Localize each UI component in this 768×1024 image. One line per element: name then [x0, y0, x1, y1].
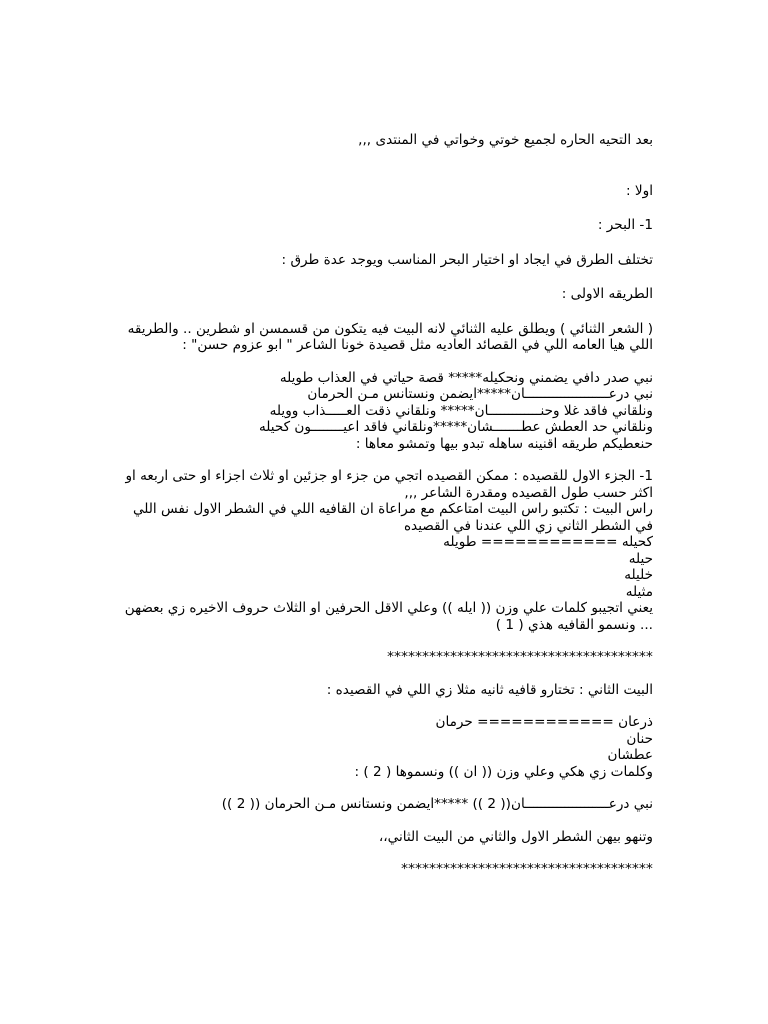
first-heading: اولا : — [626, 182, 653, 199]
separator-line: ************************************ — [401, 861, 653, 877]
rhyme-line: ذرعان ============ حرمان — [435, 714, 653, 730]
rhyme1-note: يعني اتجيبو كلمات علي وزن (( ايله )) وعلي الاقل الحرفين او الثلاث حروف الاخيره زي بعضهن ... ونسمو القافيه هذي ( 1 ) — [120, 600, 653, 633]
rhyme-line: خليله — [624, 567, 653, 583]
poem-line: حنعطيكم طريقه اقنينه ساهله تبدو بيها وتمشو معاها : — [355, 435, 653, 452]
rhyme-line: حيله — [628, 550, 653, 567]
poem-line: نبي صدر دافي يضمني ونحكيله***** قصة حياتي في العذاب طويله — [279, 369, 653, 386]
rhyme-line: عطشان — [607, 747, 653, 763]
part1-head: راس البيت : تكتبو راس البيت امتاعكم مع مراعاة ان القافيه اللي في الشطر الاول نفس اللي في الشطر الثاني زي اللي عندنا في القصيده — [128, 501, 653, 534]
method1-title: الطريقه الاولى : — [561, 286, 653, 302]
poem-line: نبي درعـــــــــــــــــــــان*****ايضمن ونستانس مـن الحرمان — [307, 386, 653, 402]
sea-heading: 1- البحر : — [597, 217, 653, 233]
poem-line: ونلقاني حد العطش عطـــــــشان*****ونلقاني فاقد اعيــــــــون كحيله — [258, 419, 653, 435]
rhyme-line: وكلمات زي هكي وعلي وزن (( ان )) ونسموها ( 2 ) : — [354, 763, 653, 780]
method1-body: ( الشعر الثنائي ) ويطلق عليه الثنائي لانه البيت فيه يتكون من قسمسن او شطرين .. والطريقه اللي هيا العامه اللي في القصائد العاديه مثل قصيدة خونا الشاعر " ابو عزوم حسن" : — [123, 320, 653, 353]
methods-intro: تختلف الطرق في ايجاد او اختيار البحر المناسب ويوجد عدة طرق : — [281, 251, 653, 268]
rhyme-line: كحيله ============ طويله — [443, 534, 653, 550]
closing-line: وتنهو بيهن الشطر الاول والثاني من البيت الثاني،، — [378, 828, 653, 845]
second-verse-title: البيت الثاني : تختارو قافيه ثانيه مثلا زي اللي في القصيده : — [326, 681, 653, 698]
document-page — [116, 132, 653, 878]
greeting-line: بعد التحيه الحاره لجميع خوتي وخواتي في المنتدى ,,, — [358, 132, 653, 148]
part1-title: 1- الجزء الاول للقصيده : ممكن القصيده اتجي من جزء او جزئين او ثلاث اجزاء او حتى اربعه او اكثر حسب طول القصيده ومقدرة الشاعر ,,, — [121, 468, 653, 501]
rhyme-line: حنان — [626, 730, 653, 747]
separator-line: ************************************** — [387, 649, 653, 665]
poem-line: ونلقاني فاقد غلا وحنـــــــــــــان***** ونلقاني ذقت العـــــذاب وويله — [269, 402, 653, 419]
example-verse: نبي درعـــــــــــــــــــــان(( 2 )) *****ايضمن ونستانس مـن الحرمان (( 2 )) — [221, 796, 653, 812]
rhyme-line: مثيله — [625, 583, 653, 600]
